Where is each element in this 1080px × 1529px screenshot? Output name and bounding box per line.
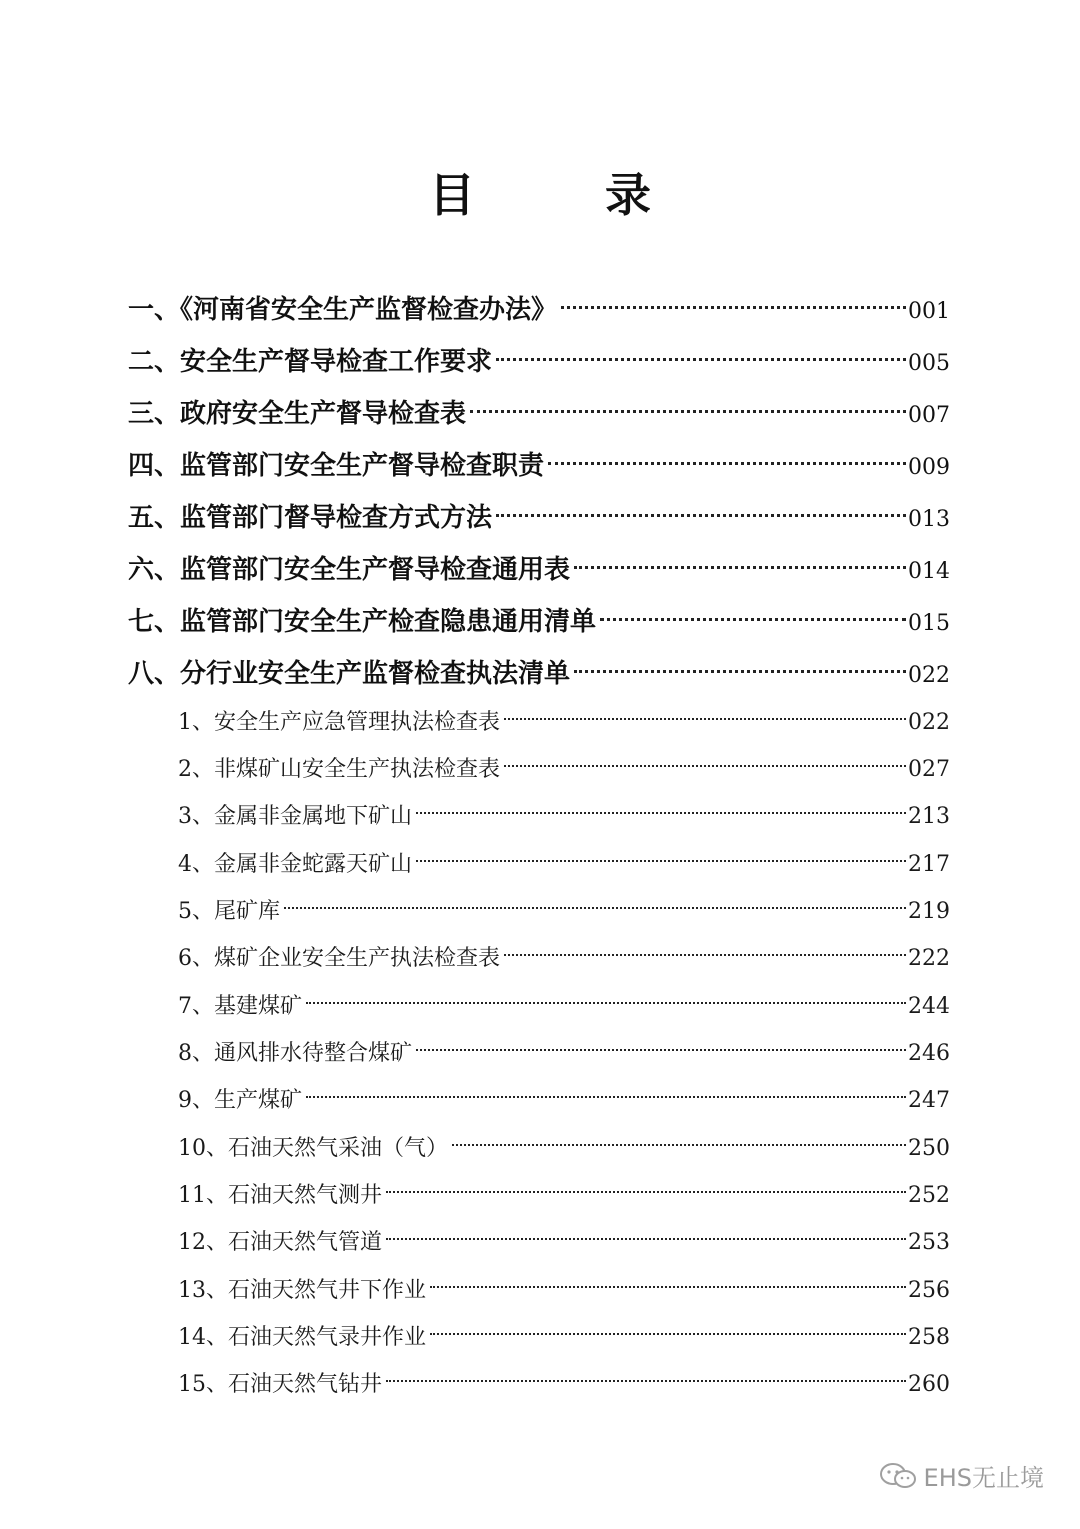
- toc-section-5: [128, 486, 950, 533]
- toc-section-title: 六、监管部门安全生产督导检查通用表: [128, 555, 571, 585]
- toc-leader-dots: [282, 882, 906, 918]
- toc-subsection-6: [178, 929, 950, 971]
- toc-subsection-title: 3、金属非金属地下矿山: [178, 804, 412, 829]
- toc-page-number: 013: [908, 507, 950, 532]
- toc-page-number: 001: [908, 299, 950, 324]
- toc-page-number: 247: [908, 1088, 950, 1113]
- toc-section-1: [128, 278, 950, 325]
- toc-section-3: [128, 382, 950, 429]
- toc-page-number: 244: [908, 994, 950, 1019]
- wechat-icon: [878, 1461, 918, 1491]
- toc-section-7: [128, 590, 950, 637]
- toc-subsection-title: 2、非煤矿山安全生产执法检查表: [178, 757, 500, 782]
- toc-subsection-title: 1、安全生产应急管理执法检查表: [178, 710, 500, 735]
- toc-subsection-4: [178, 835, 950, 877]
- toc-leader-dots: [572, 642, 906, 682]
- toc-subsection-title: 9、生产煤矿: [178, 1088, 302, 1113]
- toc-subsection-title: 5、尾矿库: [178, 899, 280, 924]
- toc-page-number: 213: [908, 804, 950, 829]
- toc-page-number: 258: [908, 1325, 950, 1350]
- toc-leader-dots: [414, 835, 906, 871]
- toc-subsection-11: [178, 1166, 950, 1208]
- toc-leader-dots: [494, 486, 906, 526]
- toc-page-number: 252: [908, 1183, 950, 1208]
- toc-leader-dots: [572, 538, 906, 578]
- toc-leader-dots: [384, 1166, 906, 1202]
- toc-leader-dots: [598, 590, 906, 630]
- toc-section-title: 三、政府安全生产督导检查表: [128, 399, 467, 429]
- toc-subsection-title: 8、通风排水待整合煤矿: [178, 1041, 412, 1066]
- toc-subsection-1: [178, 693, 950, 735]
- toc-page-number: 253: [908, 1230, 950, 1255]
- toc-section-2: [128, 330, 950, 377]
- toc-page-number: 222: [908, 946, 950, 971]
- toc-page-number: 027: [908, 757, 950, 782]
- toc-page-number: 260: [908, 1372, 950, 1397]
- toc-section-4: [128, 434, 950, 481]
- toc-subsection-title: 15、石油天然气钻井: [178, 1372, 382, 1397]
- toc-subsection-13: [178, 1261, 950, 1303]
- toc-subsection-title: 11、石油天然气测井: [178, 1183, 382, 1208]
- toc-leader-dots: [559, 278, 906, 318]
- toc-section-title: 二、安全生产督导检查工作要求: [128, 347, 493, 377]
- toc-page-number: 256: [908, 1278, 950, 1303]
- toc-page-number: 005: [908, 351, 950, 376]
- toc-section-title: 七、监管部门安全生产检查隐患通用清单: [128, 607, 597, 637]
- toc-section-6: [128, 538, 950, 585]
- toc-page-number: 219: [908, 899, 950, 924]
- page-title: 目 录: [429, 168, 693, 222]
- toc-leader-dots: [304, 977, 906, 1013]
- toc-subsection-title: 4、金属非金蛇露天矿山: [178, 852, 412, 877]
- toc-leader-dots: [450, 1119, 906, 1155]
- toc-leader-dots: [384, 1355, 906, 1391]
- toc-leader-dots: [468, 382, 906, 422]
- toc-section-title: 一、《河南省安全生产监督检查办法》: [128, 295, 558, 325]
- watermark: [878, 1458, 1044, 1493]
- toc-subsection-title: 10、石油天然气采油（气）: [178, 1136, 448, 1161]
- toc-section-title: 五、监管部门督导检查方式方法: [128, 503, 493, 533]
- toc-page-number: 217: [908, 852, 950, 877]
- toc-subsection-title: 13、石油天然气井下作业: [178, 1278, 426, 1303]
- toc-section-8: [128, 642, 950, 689]
- toc-subsection-3: [178, 787, 950, 829]
- toc-subsection-title: 14、石油天然气录井作业: [178, 1325, 426, 1350]
- toc-page-number: 250: [908, 1136, 950, 1161]
- toc-subsection-12: [178, 1213, 950, 1255]
- toc-page-number: 246: [908, 1041, 950, 1066]
- toc-leader-dots: [502, 693, 906, 729]
- toc-leader-dots: [494, 330, 906, 370]
- toc-subsection-14: [178, 1308, 950, 1350]
- toc-subsection-2: [178, 740, 950, 782]
- toc-leader-dots: [546, 434, 906, 474]
- toc-leader-dots: [502, 929, 906, 965]
- toc-subsection-9: [178, 1071, 950, 1113]
- watermark-text: EHS无止境: [923, 1464, 1044, 1492]
- toc-subsection-8: [178, 1024, 950, 1066]
- toc-subsection-title: 12、石油天然气管道: [178, 1230, 382, 1255]
- toc-page-number: 022: [908, 710, 950, 735]
- toc-page-number: 009: [908, 455, 950, 480]
- toc-page-number: 014: [908, 559, 950, 584]
- toc-page-number: 007: [908, 403, 950, 428]
- toc-subsection-7: [178, 977, 950, 1019]
- toc-section-title: 八、分行业安全生产监督检查执法清单: [128, 659, 571, 689]
- toc-subsection-10: [178, 1119, 950, 1161]
- toc-subsection-5: [178, 882, 950, 924]
- toc-subsection-15: [178, 1355, 950, 1397]
- toc-page-number: 015: [908, 611, 950, 636]
- toc-page-number: 022: [908, 663, 950, 688]
- toc-leader-dots: [414, 1024, 906, 1060]
- toc-subsection-title: 7、基建煤矿: [178, 994, 302, 1019]
- toc-leader-dots: [304, 1071, 906, 1107]
- toc-leader-dots: [414, 787, 906, 823]
- toc-leader-dots: [428, 1261, 906, 1297]
- toc-leader-dots: [502, 740, 906, 776]
- toc-leader-dots: [428, 1308, 906, 1344]
- toc-section-title: 四、监管部门安全生产督导检查职责: [128, 451, 545, 481]
- toc-subsection-title: 6、煤矿企业安全生产执法检查表: [178, 946, 500, 971]
- toc-leader-dots: [384, 1213, 906, 1249]
